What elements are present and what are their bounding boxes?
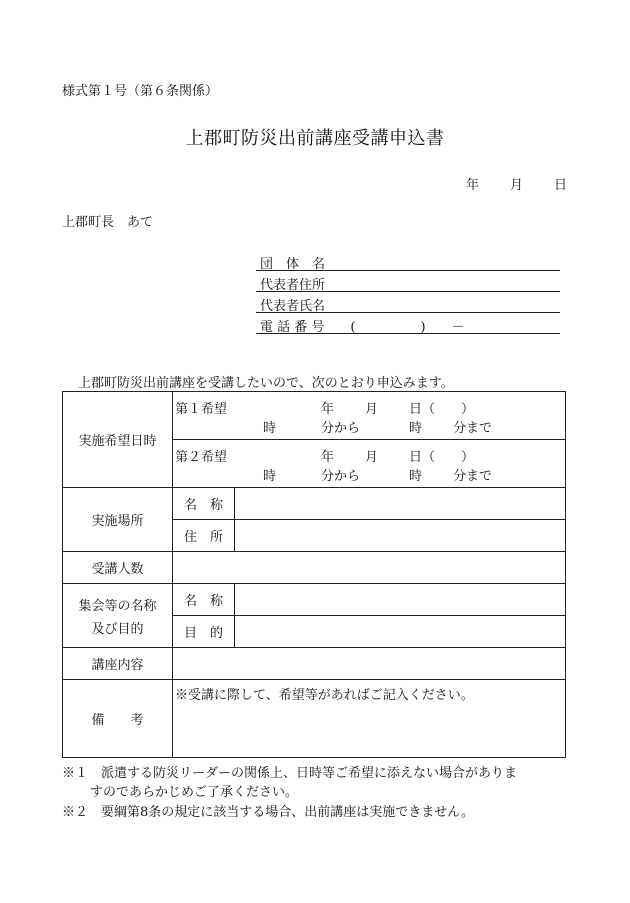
venue-name-label: 名 称 [173, 488, 235, 520]
choice1-month: 月 [365, 402, 379, 417]
datetime-label: 実施希望日時 [63, 392, 173, 488]
choice2-hour: 時 [263, 469, 277, 484]
phone-field[interactable] [256, 314, 560, 334]
choice2-from: 分から [321, 469, 361, 484]
choice2-cell[interactable] [173, 440, 566, 488]
choice1-label: 第１希望 [175, 402, 228, 417]
meeting-label-line2: 及び目的 [91, 621, 144, 637]
meeting-purpose-label: 目 的 [173, 616, 235, 648]
content-input[interactable] [173, 648, 566, 680]
meeting-label-line1: 集会等の名称 [78, 598, 157, 614]
phone-label: 電 話 番 号 ( ) － [260, 320, 465, 335]
meeting-label [63, 584, 173, 648]
venue-address-label: 住 所 [173, 520, 235, 552]
choice1-cell[interactable] [173, 392, 566, 440]
choice1-hour2: 時 [409, 421, 423, 436]
form-code: 様式第１号（第６条関係） [62, 84, 219, 99]
date-year: 年 [466, 178, 480, 193]
meeting-name-input[interactable] [235, 584, 566, 616]
choice2-hour2: 時 [409, 469, 423, 484]
note1-line2: すのであらかじめご了承ください。 [90, 785, 299, 800]
meeting-purpose-input[interactable] [235, 616, 566, 648]
note2: ※２ 要綱第8条の規定に該当する場合、出前講座は実施できません。 [62, 805, 475, 820]
choice2-day: 日（ ） [409, 450, 475, 465]
choice2-until: 分まで [453, 469, 493, 484]
rep-address-label: 代表者住所 [260, 278, 326, 293]
remarks-instruction: ※受講に際して、希望等があればご記入ください。 [175, 688, 474, 703]
remarks-input[interactable] [173, 680, 566, 758]
group-name-label: 団 体 名 [260, 257, 326, 272]
date-day: 日 [554, 178, 568, 193]
addressee: 上郡町長 あて [62, 215, 154, 230]
choice2-year: 年 [321, 450, 335, 465]
venue-address-input[interactable] [235, 520, 566, 552]
choice2-label: 第２希望 [175, 450, 228, 465]
venue-name-input[interactable] [235, 488, 566, 520]
date-month: 月 [510, 178, 524, 193]
application-table [62, 391, 566, 758]
attendees-input[interactable] [173, 552, 566, 584]
choice1-year: 年 [321, 402, 335, 417]
meeting-name-label: 名 称 [173, 584, 235, 616]
attendees-label: 受講人数 [63, 552, 173, 584]
venue-label: 実施場所 [63, 488, 173, 552]
content-label: 講座内容 [63, 648, 173, 680]
document-title: 上郡町防災出前講座受講申込書 [185, 128, 445, 149]
group-name-field[interactable] [256, 251, 560, 271]
choice1-from: 分から [321, 421, 361, 436]
choice1-hour: 時 [263, 421, 277, 436]
remarks-label: 備 考 [63, 680, 173, 758]
intro-text: 上郡町防災出前講座を受講したいので、次のとおり申込みます。 [78, 376, 454, 391]
date-line [466, 174, 567, 193]
note1-line1: ※１ 派遣する防災リーダーの関係上、日時等ご希望に添えない場合がありま [62, 766, 518, 781]
rep-address-field[interactable] [256, 272, 560, 292]
choice2-month: 月 [365, 450, 379, 465]
rep-name-field[interactable] [256, 293, 560, 313]
choice1-until: 分まで [453, 421, 493, 436]
rep-name-label: 代表者氏名 [260, 299, 326, 314]
choice1-day: 日（ ） [409, 402, 475, 417]
